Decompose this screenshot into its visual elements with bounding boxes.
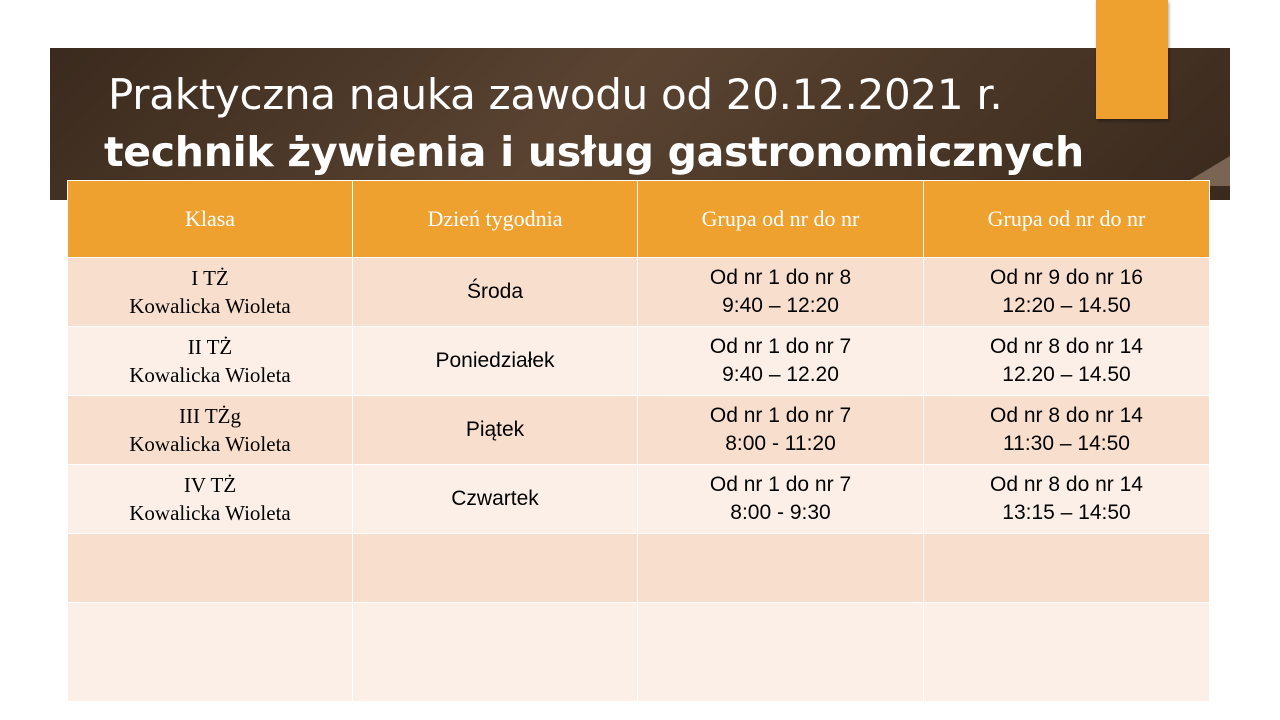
empty-cell (638, 603, 924, 702)
class-name: III TŻg (178, 404, 241, 428)
empty-cell (353, 534, 638, 603)
group-range: Od nr 8 do nr 14 (990, 335, 1143, 358)
header-grupa-1: Grupa od nr do nr (638, 181, 924, 258)
table-row (68, 258, 1210, 327)
cell-group-1 (638, 258, 924, 327)
group-time: 8:00 - 11:20 (725, 432, 836, 455)
group-time: 12:20 – 14.50 (1002, 294, 1131, 317)
empty-cell (68, 534, 353, 603)
teacher-name: Kowalicka Wioleta (129, 432, 291, 456)
schedule-table (67, 180, 1210, 702)
cell-group-2 (924, 396, 1210, 465)
table-header-row (68, 181, 1210, 258)
cell-day: Piątek (353, 396, 638, 465)
table-row-empty (68, 534, 1210, 603)
cell-klasa (68, 327, 353, 396)
class-name: II TŻ (187, 335, 233, 359)
teacher-name: Kowalicka Wioleta (129, 294, 291, 318)
group-time: 11:30 – 14:50 (1003, 432, 1130, 455)
cell-day: Poniedziałek (353, 327, 638, 396)
group-time: 13:15 – 14:50 (1002, 501, 1131, 524)
empty-cell (638, 534, 924, 603)
table-row (68, 465, 1210, 534)
group-range: Od nr 1 do nr 7 (709, 335, 852, 358)
table-row-empty (68, 603, 1210, 702)
cell-group-1 (638, 327, 924, 396)
group-time: 12.20 – 14.50 (1002, 363, 1131, 386)
empty-cell (924, 534, 1210, 603)
class-name: I TŻ (191, 266, 229, 290)
slide-title: Praktyczna nauka zawodu od 20.12.2021 r. (108, 70, 1003, 119)
header-dzien-tygodnia: Dzień tygodnia (353, 181, 638, 258)
table-row (68, 327, 1210, 396)
cell-group-1 (638, 396, 924, 465)
empty-cell (924, 603, 1210, 702)
cell-klasa (68, 465, 353, 534)
header-klasa: Klasa (68, 181, 353, 258)
group-range: Od nr 1 do nr 7 (709, 404, 852, 427)
empty-cell (353, 603, 638, 702)
accent-tab-decoration (1096, 0, 1168, 119)
cell-group-2 (924, 465, 1210, 534)
group-range: Od nr 1 do nr 7 (709, 473, 852, 496)
group-range: Od nr 9 do nr 16 (990, 266, 1143, 289)
group-time: 9:40 – 12:20 (722, 294, 839, 317)
cell-group-1 (638, 465, 924, 534)
teacher-name: Kowalicka Wioleta (129, 363, 291, 387)
teacher-name: Kowalicka Wioleta (129, 501, 291, 525)
cell-klasa (68, 396, 353, 465)
group-time: 8:00 - 9:30 (730, 501, 831, 524)
cell-day: Środa (353, 258, 638, 327)
class-name: IV TŻ (183, 473, 237, 497)
cell-klasa (68, 258, 353, 327)
header-grupa-2: Grupa od nr do nr (924, 181, 1210, 258)
group-time: 9:40 – 12.20 (722, 363, 839, 386)
table-row (68, 396, 1210, 465)
group-range: Od nr 8 do nr 14 (990, 404, 1143, 427)
cell-day: Czwartek (353, 465, 638, 534)
slide-subtitle: technik żywienia i usług gastronomicznych (104, 128, 1084, 176)
empty-cell (68, 603, 353, 702)
cell-group-2 (924, 258, 1210, 327)
cell-group-2 (924, 327, 1210, 396)
group-range: Od nr 1 do nr 8 (709, 266, 852, 289)
group-range: Od nr 8 do nr 14 (990, 473, 1143, 496)
